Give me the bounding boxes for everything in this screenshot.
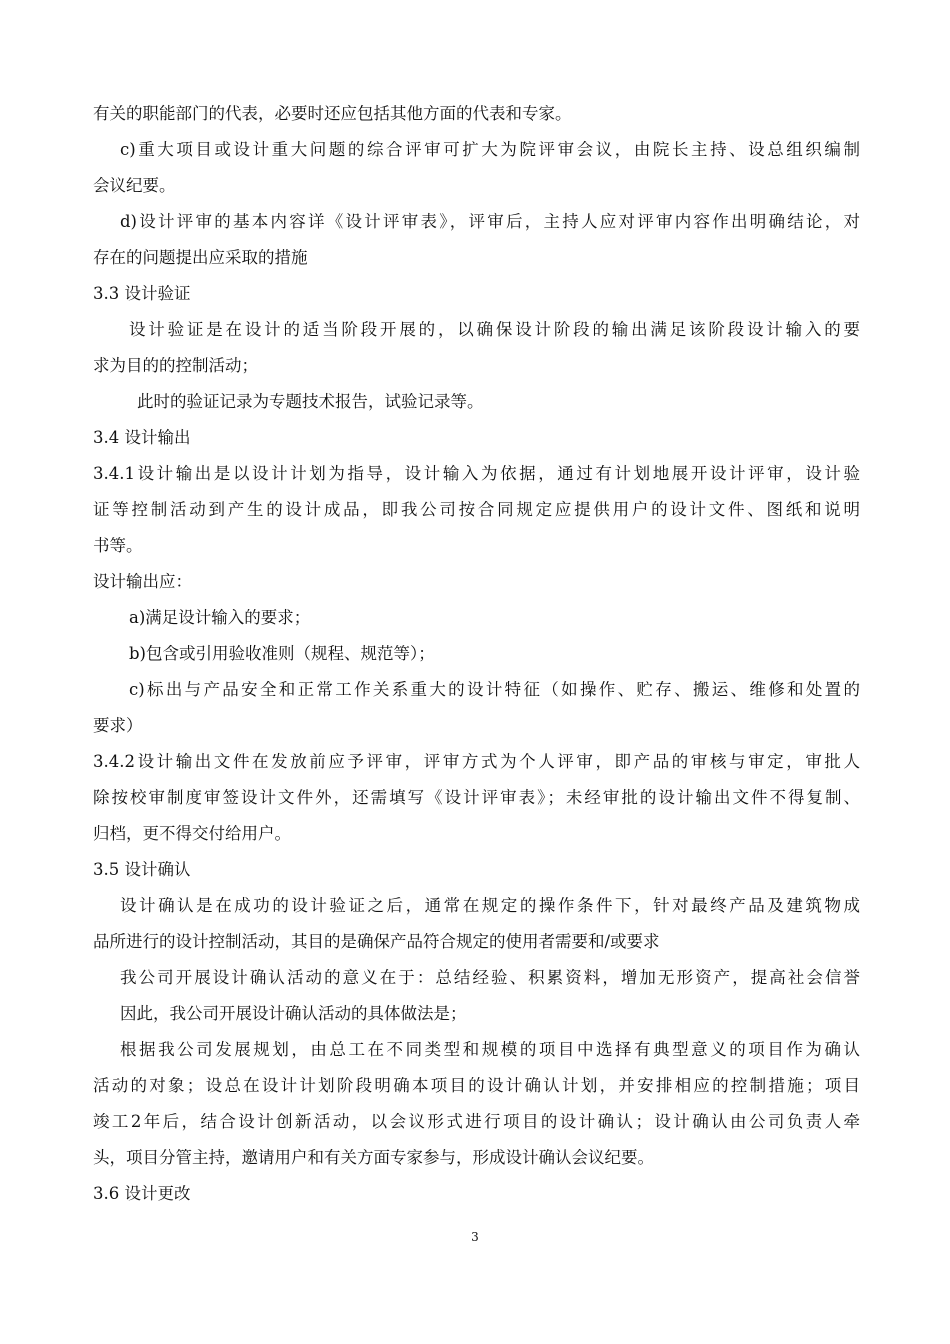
list-item: c)标出与产品安全和正常工作关系重大的设计特征（如操作、贮存、搬运、维修和处置的 — [129, 680, 860, 699]
text-line: 除按校审制度审签设计文件外，还需填写《设计评审表》；未经审批的设计输出文件不得复制、 — [93, 788, 860, 807]
text-line: 归档，更不得交付给用户。 — [93, 824, 291, 843]
text-line: 品所进行的设计控制活动，其目的是确保产品符合规定的使用者需要和/或要求 — [93, 932, 660, 951]
text-line: 头，项目分管主持，邀请用户和有关方面专家参与，形成设计确认会议纪要。 — [93, 1148, 654, 1167]
text-line: 3.4.1设计输出是以设计计划为指导，设计输入为依据，通过有计划地展开设计评审，设计验 — [93, 464, 860, 483]
text-line: 会议纪要。 — [93, 176, 176, 195]
text-line: 3.4.2设计输出文件在发放前应予评审，评审方式为个人评审，即产品的审核与审定，审批人 — [93, 752, 860, 771]
text-line: 要求） — [93, 716, 143, 735]
section-heading: 3.4 设计输出 — [93, 428, 191, 447]
text-line: 有关的职能部门的代表，必要时还应包括其他方面的代表和专家。 — [93, 104, 572, 123]
text-line: d)设计评审的基本内容详《设计评审表》，评审后，主持人应对评审内容作出明确结论，对 — [120, 212, 860, 231]
text-line: 我公司开展设计确认活动的意义在于：总结经验、积累资料，增加无形资产，提高社会信誉 — [120, 968, 860, 987]
text-line: 竣工2年后，结合设计创新活动，以会议形式进行项目的设计确认；设计确认由公司负责人牵 — [93, 1112, 860, 1131]
text-line: 此时的验证记录为专题技术报告，试验记录等。 — [137, 392, 484, 411]
text-line: 根据我公司发展规划，由总工在不同类型和规模的项目中选择有典型意义的项目作为确认 — [120, 1040, 860, 1059]
section-heading: 3.6 设计更改 — [93, 1184, 191, 1203]
page-number: 3 — [471, 1230, 479, 1244]
text-line: 证等控制活动到产生的设计成品，即我公司按合同规定应提供用户的设计文件、图纸和说明 — [93, 500, 860, 519]
list-item: a)满足设计输入的要求； — [129, 608, 311, 627]
text-line: 活动的对象；设总在设计计划阶段明确本项目的设计确认计划，并安排相应的控制措施；项目 — [93, 1076, 860, 1095]
text-line: 求为目的的控制活动； — [93, 356, 258, 375]
text-line: 设计确认是在成功的设计验证之后，通常在规定的操作条件下，针对最终产品及建筑物成 — [120, 896, 860, 915]
text-line: c)重大项目或设计重大问题的综合评审可扩大为院评审会议，由院长主持、设总组织编制 — [120, 140, 860, 159]
section-heading: 3.5 设计确认 — [93, 860, 191, 879]
section-heading: 3.3 设计验证 — [93, 284, 191, 303]
text-line: 因此，我公司开展设计确认活动的具体做法是； — [120, 1004, 467, 1023]
text-line: 书等。 — [93, 536, 143, 555]
text-line: 设计输出应： — [93, 572, 192, 591]
list-item: b)包含或引用验收准则（规程、规范等）； — [129, 644, 435, 663]
text-line: 存在的问题提出应采取的措施 — [93, 248, 308, 267]
text-line: 设计验证是在设计的适当阶段开展的，以确保设计阶段的输出满足该阶段设计输入的要 — [129, 320, 860, 339]
